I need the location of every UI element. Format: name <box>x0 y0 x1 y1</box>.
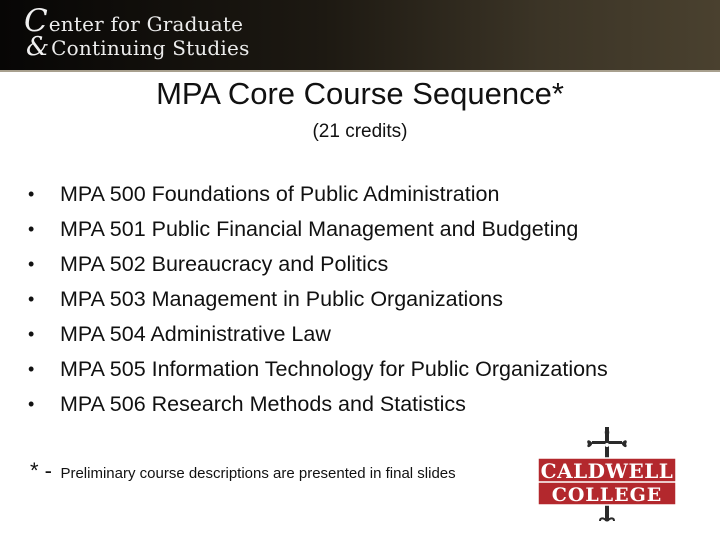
slide-title: MPA Core Course Sequence* <box>156 76 564 111</box>
brand-ampersand: & <box>26 32 50 62</box>
course-label: MPA 503 Management in Public Organizations <box>60 287 503 311</box>
course-label: MPA 506 Research Methods and Statistics <box>60 392 466 416</box>
brand-line-2 <box>26 34 250 62</box>
footnote-text: Preliminary course descriptions are presented in final slides <box>60 465 456 482</box>
logo-line-1: CALDWELL <box>540 459 674 483</box>
bullet-icon: • <box>28 394 35 414</box>
brand-line-1 <box>24 3 250 39</box>
logo-line-2: COLLEGE <box>551 484 663 506</box>
header-band <box>0 0 720 70</box>
bullet-icon: • <box>28 289 35 309</box>
footnote <box>30 458 456 484</box>
course-label: MPA 505 Information Technology for Public Organizations <box>60 357 608 381</box>
bullet-icon: • <box>28 324 35 344</box>
bullet-icon: • <box>28 184 35 204</box>
brand-initial: C <box>24 3 48 39</box>
brand-text-2: Continuing Studies <box>51 36 250 60</box>
course-label: MPA 504 Administrative Law <box>60 322 331 346</box>
course-label: MPA 500 Foundations of Public Administration <box>60 182 500 206</box>
bullet-icon: • <box>28 359 35 379</box>
brand-logo <box>24 3 250 62</box>
footnote-mark: * - <box>30 458 52 483</box>
course-label: MPA 502 Bureaucracy and Politics <box>60 252 389 276</box>
slide-subtitle: (21 credits) <box>312 121 408 142</box>
bullet-icon: • <box>28 254 35 274</box>
bullet-icon: • <box>28 219 35 239</box>
caldwell-college-logo <box>534 425 680 525</box>
brand-text-1: enter for Graduate <box>48 12 244 36</box>
course-label: MPA 501 Public Financial Management and Budgeting <box>60 217 579 241</box>
